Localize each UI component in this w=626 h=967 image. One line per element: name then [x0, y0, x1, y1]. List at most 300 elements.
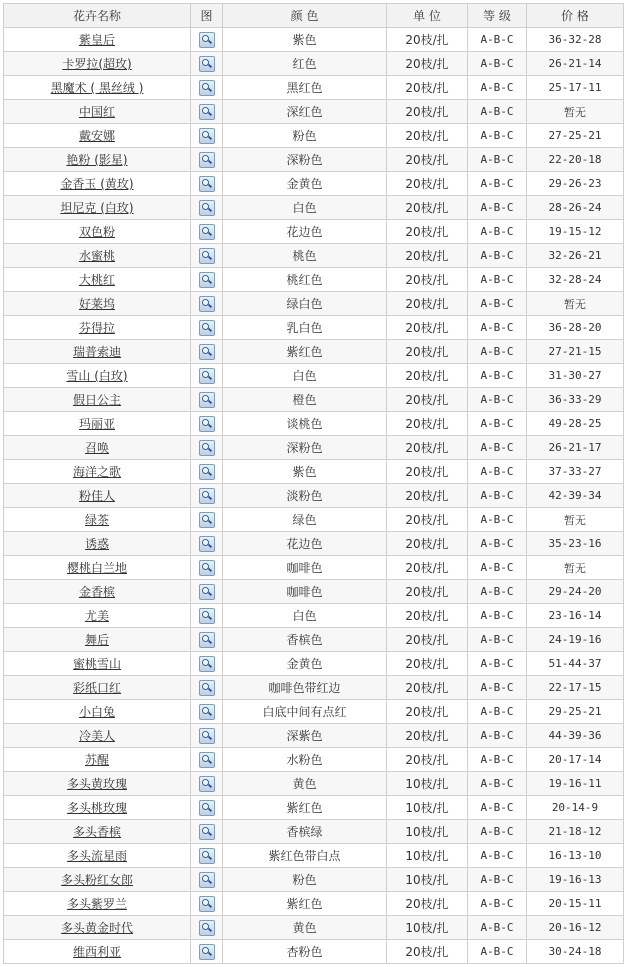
image-cell — [191, 604, 223, 628]
price-cell: 36-33-29 — [527, 388, 624, 412]
unit-cell: 20枝/扎 — [387, 124, 468, 148]
unit-cell: 20枝/扎 — [387, 628, 468, 652]
color-cell: 深粉色 — [223, 436, 387, 460]
color-cell: 咖啡色 — [223, 556, 387, 580]
flower-name-link[interactable]: 玛丽亚 — [78, 417, 115, 431]
unit-cell: 20枝/扎 — [387, 292, 468, 316]
table-row — [4, 604, 624, 628]
image-cell — [191, 700, 223, 724]
table-row — [4, 772, 624, 796]
table-row — [4, 196, 624, 220]
table-row — [4, 292, 624, 316]
price-cell: 19-16-13 — [527, 868, 624, 892]
unit-cell: 20枝/扎 — [387, 244, 468, 268]
magnifier-icon[interactable] — [199, 848, 215, 864]
table-header-row — [4, 4, 624, 28]
table-row — [4, 748, 624, 772]
flower-name-cell — [4, 844, 191, 868]
unit-cell: 20枝/扎 — [387, 892, 468, 916]
price-cell: 29-26-23 — [527, 172, 624, 196]
magnifier-icon[interactable] — [199, 488, 215, 504]
image-cell — [191, 172, 223, 196]
color-cell: 粉色 — [223, 868, 387, 892]
magnifier-icon[interactable] — [199, 392, 215, 408]
unit-cell: 20枝/扎 — [387, 52, 468, 76]
color-cell: 香槟绿 — [223, 820, 387, 844]
price-table-container — [3, 3, 624, 964]
color-cell: 白色 — [223, 604, 387, 628]
magnifier-icon[interactable] — [199, 224, 215, 240]
magnifier-icon[interactable] — [199, 464, 215, 480]
grade-cell: A-B-C — [468, 28, 527, 52]
flower-name-link[interactable]: 水蜜桃 — [78, 249, 115, 263]
magnifier-icon[interactable] — [199, 272, 215, 288]
magnifier-icon[interactable] — [199, 608, 215, 624]
flower-name-link[interactable]: 假日公主 — [72, 393, 121, 407]
table-row — [4, 892, 624, 916]
flower-name-link[interactable]: 多头粉红女郎 — [60, 873, 133, 887]
table-row — [4, 52, 624, 76]
grade-cell: A-B-C — [468, 388, 527, 412]
image-cell — [191, 820, 223, 844]
color-cell: 粉色 — [223, 124, 387, 148]
flower-name-cell — [4, 220, 191, 244]
table-row — [4, 868, 624, 892]
unit-cell: 20枝/扎 — [387, 484, 468, 508]
flower-name-link[interactable]: 多头香槟 — [72, 825, 121, 839]
flower-name-cell — [4, 100, 191, 124]
flower-name-link[interactable]: 诱惑 — [84, 537, 109, 551]
grade-cell: A-B-C — [468, 700, 527, 724]
grade-cell: A-B-C — [468, 892, 527, 916]
price-cell: 22-17-15 — [527, 676, 624, 700]
grade-cell: A-B-C — [468, 508, 527, 532]
price-cell: 20-16-12 — [527, 916, 624, 940]
flower-name-cell — [4, 388, 191, 412]
unit-cell: 10枝/扎 — [387, 868, 468, 892]
flower-name-cell — [4, 316, 191, 340]
grade-cell: A-B-C — [468, 484, 527, 508]
magnifier-icon[interactable] — [199, 248, 215, 264]
price-cell: 20-15-11 — [527, 892, 624, 916]
unit-cell: 20枝/扎 — [387, 508, 468, 532]
magnifier-icon[interactable] — [199, 752, 215, 768]
price-cell: 44-39-36 — [527, 724, 624, 748]
flower-name-cell — [4, 892, 191, 916]
color-cell: 淡粉色 — [223, 484, 387, 508]
flower-name-cell — [4, 508, 191, 532]
color-cell: 紫红色 — [223, 340, 387, 364]
magnifier-icon[interactable] — [199, 632, 215, 648]
price-cell: 19-16-11 — [527, 772, 624, 796]
color-cell: 白底中间有点红 — [223, 700, 387, 724]
flower-name-cell — [4, 76, 191, 100]
magnifier-icon[interactable] — [199, 344, 215, 360]
unit-cell: 20枝/扎 — [387, 340, 468, 364]
image-cell — [191, 292, 223, 316]
price-cell: 暂无 — [527, 508, 624, 532]
table-row — [4, 436, 624, 460]
flower-name-link[interactable]: 戴安娜 — [78, 129, 115, 143]
price-cell: 37-33-27 — [527, 460, 624, 484]
image-cell — [191, 508, 223, 532]
flower-name-link[interactable]: 冷美人 — [78, 729, 115, 743]
flower-name-link[interactable]: 苏醒 — [84, 753, 109, 767]
flower-name-cell — [4, 460, 191, 484]
grade-cell: A-B-C — [468, 676, 527, 700]
flower-price-table — [3, 3, 624, 964]
price-cell: 31-30-27 — [527, 364, 624, 388]
magnifier-icon[interactable] — [199, 32, 215, 48]
unit-cell: 20枝/扎 — [387, 148, 468, 172]
flower-name-cell — [4, 796, 191, 820]
flower-name-link[interactable]: 小白兔 — [78, 705, 115, 719]
table-row — [4, 220, 624, 244]
grade-cell: A-B-C — [468, 820, 527, 844]
flower-name-cell — [4, 700, 191, 724]
magnifier-icon[interactable] — [199, 800, 215, 816]
flower-name-link[interactable]: 粉佳人 — [78, 489, 115, 503]
table-row — [4, 148, 624, 172]
table-row — [4, 268, 624, 292]
header-price: 价 格 — [527, 4, 624, 28]
grade-cell: A-B-C — [468, 316, 527, 340]
color-cell: 紫红色 — [223, 892, 387, 916]
color-cell: 谈桃色 — [223, 412, 387, 436]
flower-name-link[interactable]: 双色粉 — [78, 225, 115, 239]
unit-cell: 10枝/扎 — [387, 772, 468, 796]
color-cell: 紫红色 — [223, 796, 387, 820]
unit-cell: 20枝/扎 — [387, 388, 468, 412]
grade-cell: A-B-C — [468, 652, 527, 676]
magnifier-icon[interactable] — [199, 560, 215, 576]
flower-name-cell — [4, 628, 191, 652]
image-cell — [191, 148, 223, 172]
color-cell: 白色 — [223, 196, 387, 220]
grade-cell: A-B-C — [468, 292, 527, 316]
unit-cell: 20枝/扎 — [387, 940, 468, 964]
grade-cell: A-B-C — [468, 604, 527, 628]
unit-cell: 20枝/扎 — [387, 412, 468, 436]
magnifier-icon[interactable] — [199, 320, 215, 336]
table-row — [4, 412, 624, 436]
flower-name-cell — [4, 772, 191, 796]
header-image: 图 — [191, 4, 223, 28]
flower-name-link[interactable]: 蜜桃雪山 — [72, 657, 121, 671]
color-cell: 杏粉色 — [223, 940, 387, 964]
image-cell — [191, 412, 223, 436]
image-cell — [191, 580, 223, 604]
image-cell — [191, 844, 223, 868]
flower-name-link[interactable]: 瑞普索迪 — [72, 345, 121, 359]
flower-name-cell — [4, 148, 191, 172]
grade-cell: A-B-C — [468, 148, 527, 172]
unit-cell: 20枝/扎 — [387, 172, 468, 196]
magnifier-icon[interactable] — [199, 728, 215, 744]
magnifier-icon[interactable] — [199, 152, 215, 168]
image-cell — [191, 484, 223, 508]
flower-name-link[interactable]: 大桃红 — [78, 273, 115, 287]
color-cell: 紫色 — [223, 460, 387, 484]
color-cell: 金黄色 — [223, 652, 387, 676]
flower-name-link[interactable]: 紫皇后 — [78, 33, 115, 47]
unit-cell: 20枝/扎 — [387, 436, 468, 460]
color-cell: 绿白色 — [223, 292, 387, 316]
color-cell: 黄色 — [223, 916, 387, 940]
magnifier-icon[interactable] — [199, 680, 215, 696]
flower-name-link[interactable]: 维西利亚 — [72, 945, 121, 959]
table-row — [4, 28, 624, 52]
unit-cell: 20枝/扎 — [387, 724, 468, 748]
magnifier-icon[interactable] — [199, 416, 215, 432]
grade-cell: A-B-C — [468, 844, 527, 868]
price-cell: 27-25-21 — [527, 124, 624, 148]
flower-name-link[interactable]: 绿茶 — [84, 513, 109, 527]
unit-cell: 20枝/扎 — [387, 652, 468, 676]
magnifier-icon[interactable] — [199, 944, 215, 960]
price-cell: 36-28-20 — [527, 316, 624, 340]
flower-name-link[interactable]: 多头流星雨 — [66, 849, 127, 863]
image-cell — [191, 124, 223, 148]
flower-name-link[interactable]: 彩纸口红 — [72, 681, 121, 695]
flower-name-link[interactable]: 芬得拉 — [78, 321, 115, 335]
magnifier-icon[interactable] — [199, 128, 215, 144]
flower-name-cell — [4, 52, 191, 76]
price-cell: 16-13-10 — [527, 844, 624, 868]
grade-cell: A-B-C — [468, 556, 527, 580]
price-cell: 24-19-16 — [527, 628, 624, 652]
magnifier-icon[interactable] — [199, 80, 215, 96]
grade-cell: A-B-C — [468, 364, 527, 388]
magnifier-icon[interactable] — [199, 440, 215, 456]
grade-cell: A-B-C — [468, 580, 527, 604]
table-row — [4, 124, 624, 148]
grade-cell: A-B-C — [468, 100, 527, 124]
table-row — [4, 532, 624, 556]
grade-cell: A-B-C — [468, 436, 527, 460]
magnifier-icon[interactable] — [199, 56, 215, 72]
color-cell: 紫色 — [223, 28, 387, 52]
grade-cell: A-B-C — [468, 724, 527, 748]
price-cell: 19-15-12 — [527, 220, 624, 244]
flower-name-link[interactable]: 樱桃白兰地 — [66, 561, 127, 575]
flower-name-link[interactable]: 金香玉 (黄玫) — [60, 177, 134, 191]
flower-name-link[interactable]: 多头桃玫瑰 — [66, 801, 127, 815]
magnifier-icon[interactable] — [199, 368, 215, 384]
price-cell: 暂无 — [527, 100, 624, 124]
grade-cell: A-B-C — [468, 76, 527, 100]
price-cell: 暂无 — [527, 556, 624, 580]
image-cell — [191, 724, 223, 748]
header-grade: 等 级 — [468, 4, 527, 28]
magnifier-icon[interactable] — [199, 176, 215, 192]
flower-name-cell — [4, 28, 191, 52]
table-row — [4, 724, 624, 748]
flower-name-cell — [4, 676, 191, 700]
grade-cell: A-B-C — [468, 940, 527, 964]
magnifier-icon[interactable] — [199, 200, 215, 216]
grade-cell: A-B-C — [468, 52, 527, 76]
table-row — [4, 388, 624, 412]
flower-name-cell — [4, 436, 191, 460]
price-cell: 20-17-14 — [527, 748, 624, 772]
price-cell: 26-21-17 — [527, 436, 624, 460]
unit-cell: 10枝/扎 — [387, 820, 468, 844]
unit-cell: 20枝/扎 — [387, 196, 468, 220]
flower-name-link[interactable]: 尤美 — [84, 609, 109, 623]
magnifier-icon[interactable] — [199, 872, 215, 888]
unit-cell: 20枝/扎 — [387, 364, 468, 388]
unit-cell: 20枝/扎 — [387, 700, 468, 724]
table-row — [4, 340, 624, 364]
flower-name-link[interactable]: 艳粉 (影星) — [66, 153, 128, 167]
price-cell: 25-17-11 — [527, 76, 624, 100]
header-unit: 单 位 — [387, 4, 468, 28]
color-cell: 咖啡色 — [223, 580, 387, 604]
image-cell — [191, 244, 223, 268]
flower-name-link[interactable]: 召唤 — [84, 441, 109, 455]
flower-name-cell — [4, 340, 191, 364]
unit-cell: 20枝/扎 — [387, 76, 468, 100]
price-cell: 42-39-34 — [527, 484, 624, 508]
table-row — [4, 796, 624, 820]
image-cell — [191, 748, 223, 772]
image-cell — [191, 628, 223, 652]
table-row — [4, 556, 624, 580]
flower-name-cell — [4, 916, 191, 940]
magnifier-icon[interactable] — [199, 104, 215, 120]
image-cell — [191, 388, 223, 412]
price-cell: 49-28-25 — [527, 412, 624, 436]
grade-cell: A-B-C — [468, 244, 527, 268]
unit-cell: 20枝/扎 — [387, 460, 468, 484]
magnifier-icon[interactable] — [199, 896, 215, 912]
flower-name-cell — [4, 172, 191, 196]
flower-name-link[interactable]: 金香槟 — [78, 585, 115, 599]
table-row — [4, 484, 624, 508]
color-cell: 金黄色 — [223, 172, 387, 196]
flower-name-link[interactable]: 卡罗拉(超玫) — [62, 57, 132, 71]
table-row — [4, 100, 624, 124]
flower-name-cell — [4, 940, 191, 964]
image-cell — [191, 28, 223, 52]
magnifier-icon[interactable] — [199, 776, 215, 792]
image-cell — [191, 100, 223, 124]
magnifier-icon[interactable] — [199, 656, 215, 672]
grade-cell: A-B-C — [468, 628, 527, 652]
image-cell — [191, 772, 223, 796]
color-cell: 黄色 — [223, 772, 387, 796]
table-row — [4, 244, 624, 268]
grade-cell: A-B-C — [468, 916, 527, 940]
color-cell: 香槟色 — [223, 628, 387, 652]
table-row — [4, 460, 624, 484]
price-cell: 30-24-18 — [527, 940, 624, 964]
price-cell: 29-25-21 — [527, 700, 624, 724]
table-row — [4, 508, 624, 532]
unit-cell: 20枝/扎 — [387, 604, 468, 628]
color-cell: 花边色 — [223, 220, 387, 244]
unit-cell: 20枝/扎 — [387, 580, 468, 604]
grade-cell: A-B-C — [468, 172, 527, 196]
magnifier-icon[interactable] — [199, 920, 215, 936]
color-cell: 深红色 — [223, 100, 387, 124]
color-cell: 绿色 — [223, 508, 387, 532]
flower-name-link[interactable]: 黑魔术 ( 黑丝绒 ) — [50, 81, 144, 95]
price-cell: 22-20-18 — [527, 148, 624, 172]
flower-name-link[interactable]: 舞后 — [84, 633, 109, 647]
unit-cell: 20枝/扎 — [387, 268, 468, 292]
image-cell — [191, 892, 223, 916]
magnifier-icon[interactable] — [199, 512, 215, 528]
grade-cell: A-B-C — [468, 868, 527, 892]
grade-cell: A-B-C — [468, 124, 527, 148]
flower-name-link[interactable]: 多头黄玫瑰 — [66, 777, 127, 791]
image-cell — [191, 364, 223, 388]
grade-cell: A-B-C — [468, 772, 527, 796]
flower-name-link[interactable]: 多头紫罗兰 — [66, 897, 127, 911]
price-cell: 51-44-37 — [527, 652, 624, 676]
flower-name-cell — [4, 532, 191, 556]
grade-cell: A-B-C — [468, 268, 527, 292]
image-cell — [191, 460, 223, 484]
image-cell — [191, 940, 223, 964]
table-row — [4, 316, 624, 340]
flower-name-cell — [4, 820, 191, 844]
flower-name-cell — [4, 748, 191, 772]
table-row — [4, 916, 624, 940]
magnifier-icon[interactable] — [199, 584, 215, 600]
unit-cell: 20枝/扎 — [387, 556, 468, 580]
color-cell: 桃红色 — [223, 268, 387, 292]
table-row — [4, 700, 624, 724]
color-cell: 乳白色 — [223, 316, 387, 340]
flower-name-link[interactable]: 中国红 — [78, 105, 115, 119]
magnifier-icon[interactable] — [199, 704, 215, 720]
image-cell — [191, 532, 223, 556]
flower-name-link[interactable]: 好莱坞 — [78, 297, 115, 311]
table-row — [4, 844, 624, 868]
flower-name-cell — [4, 556, 191, 580]
price-cell: 32-26-21 — [527, 244, 624, 268]
image-cell — [191, 652, 223, 676]
flower-name-link[interactable]: 多头黄金时代 — [60, 921, 133, 935]
image-cell — [191, 76, 223, 100]
table-row — [4, 652, 624, 676]
flower-name-link[interactable]: 海洋之歌 — [72, 465, 121, 479]
table-row — [4, 364, 624, 388]
image-cell — [191, 52, 223, 76]
price-cell: 35-23-16 — [527, 532, 624, 556]
table-row — [4, 76, 624, 100]
magnifier-icon[interactable] — [199, 824, 215, 840]
flower-name-cell — [4, 868, 191, 892]
flower-name-link[interactable]: 雪山 (白玫) — [66, 369, 128, 383]
magnifier-icon[interactable] — [199, 536, 215, 552]
color-cell: 橙色 — [223, 388, 387, 412]
price-cell: 32-28-24 — [527, 268, 624, 292]
unit-cell: 20枝/扎 — [387, 220, 468, 244]
header-name: 花卉名称 — [4, 4, 191, 28]
magnifier-icon[interactable] — [199, 296, 215, 312]
flower-name-link[interactable]: 坦尼克 (白玫) — [60, 201, 134, 215]
price-cell: 28-26-24 — [527, 196, 624, 220]
image-cell — [191, 676, 223, 700]
price-cell: 26-21-14 — [527, 52, 624, 76]
price-cell: 20-14-9 — [527, 796, 624, 820]
unit-cell: 10枝/扎 — [387, 916, 468, 940]
table-row — [4, 172, 624, 196]
